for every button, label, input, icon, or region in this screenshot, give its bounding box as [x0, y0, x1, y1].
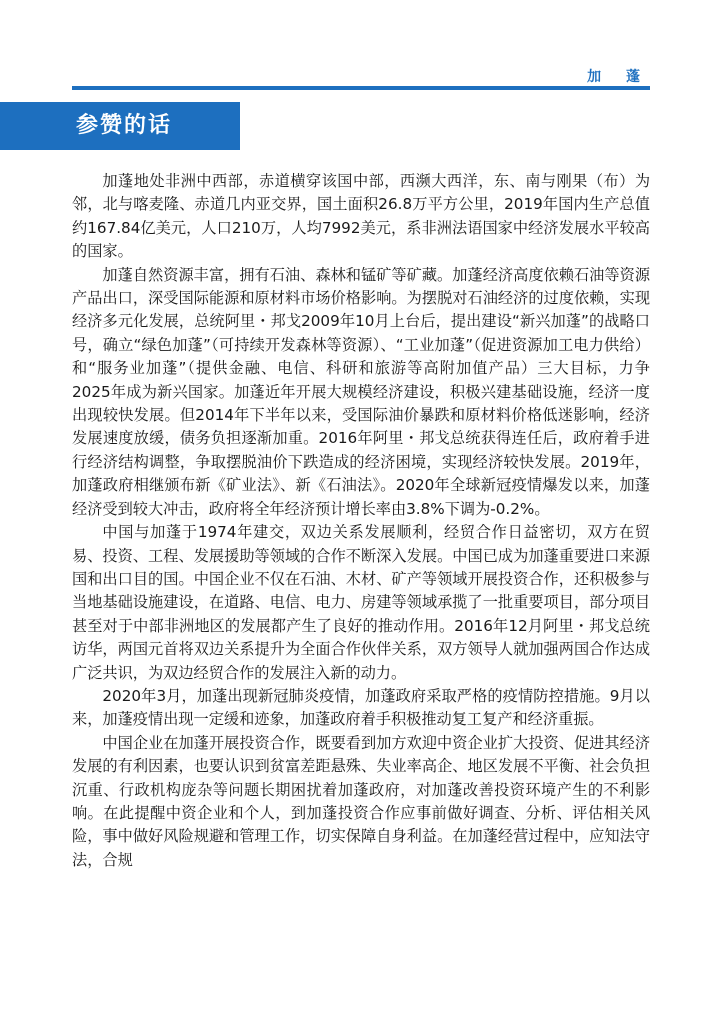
- paragraph: 中国企业在加蓬开展投资合作，既要看到加方欢迎中资企业扩大投资、促进其经济发展的有利因素，也要认识到贫富差距悬殊、失业率高企、地区发展不平衡、社会负担沉重、行政机构庞杂等问题长期困扰着加蓬政府，对加蓬改善投资环境产生的不利影响。在此提醒中资企业和个人，到加蓬投资合作应事前做好调查、分析、评估相关风险，事中做好风险规避和管理工作，切实保障自身利益。在加蓬经营过程中，应知法守法，合规: [72, 733, 650, 869]
- paragraph: 加蓬自然资源丰富，拥有石油、森林和锰矿等矿藏。加蓬经济高度依赖石油等资源产品出口，深受国际能源和原材料市场价格影响。为摆脱对石油经济的过度依赖，实现经济多元化发展，总统阿里・邦戈2009年10月上台后，提出建设“新兴加蓬”的战略口号，确立“绿色加蓬”（可持续开发森林等资源）、“工业加蓬”（促进资源加工电力供给）和“服务业加蓬”（提供金融、电信、科研和旅游等高附加值产品）三大目标，力争2025年成为新兴国家。加蓬近年开展大规模经济建设，积极兴建基础设施，经济一度出现较快发展。但2014年下半年以来，受国际油价暴跌和原材料价格低迷影响，经济发展速度放缓，债务负担逐渐加重。2016年阿里・邦戈总统获得连任后，政府着手进行经济结构调整，争取摆脱油价下跌造成的经济困境，实现经济较快发展。2019年，加蓬政府相继颁布新《矿业法》、新《石油法》。2020年全球新冠疫情爆发以来，加蓬经济受到较大冲击，政府将全年经济预计增长率由3.8%下调为-0.2%。: [72, 265, 650, 518]
- header-rule: [72, 86, 650, 90]
- paragraph: 2020年3月，加蓬出现新冠肺炎疫情，加蓬政府采取严格的疫情防控措施。9月以来，加蓬疫情出现一定缓和迹象，加蓬政府着手积极推动复工复产和经济重振。: [72, 686, 650, 729]
- body-text: [72, 170, 650, 872]
- section-title: 参赞的话: [76, 113, 173, 138]
- paragraph: 中国与加蓬于1974年建交，双边关系发展顺利，经贸合作日益密切，双方在贸易、投资、工程、发展援助等领域的合作不断深入发展。中国已成为加蓬重要进口来源国和出口目的国。中国企业不仅在石油、木材、矿产等领域开展投资合作，还积极参与当地基础设施建设，在道路、电信、电力、房建等领域承揽了一批重要项目，部分项目甚至对于中部非洲地区的发展都产生了良好的推动作用。2016年12月阿里・邦戈总统访华，两国元首将双边关系提升为全面合作伙伴关系，双方领导人就加强两国合作达成广泛共识，为双边经贸合作的发展注入新的动力。: [72, 523, 650, 682]
- paragraph: 加蓬地处非洲中西部，赤道横穿该国中部，西濒大西洋，东、南与刚果（布）为邻，北与喀麦隆、赤道几内亚交界，国土面积26.8万平方公里，2019年国内生产总值约167.84亿美元，人口210万，人均7992美元，系非洲法语国家中经济发展水平较高的国家。: [72, 172, 650, 261]
- running-header-country: 加 蓬: [587, 69, 650, 85]
